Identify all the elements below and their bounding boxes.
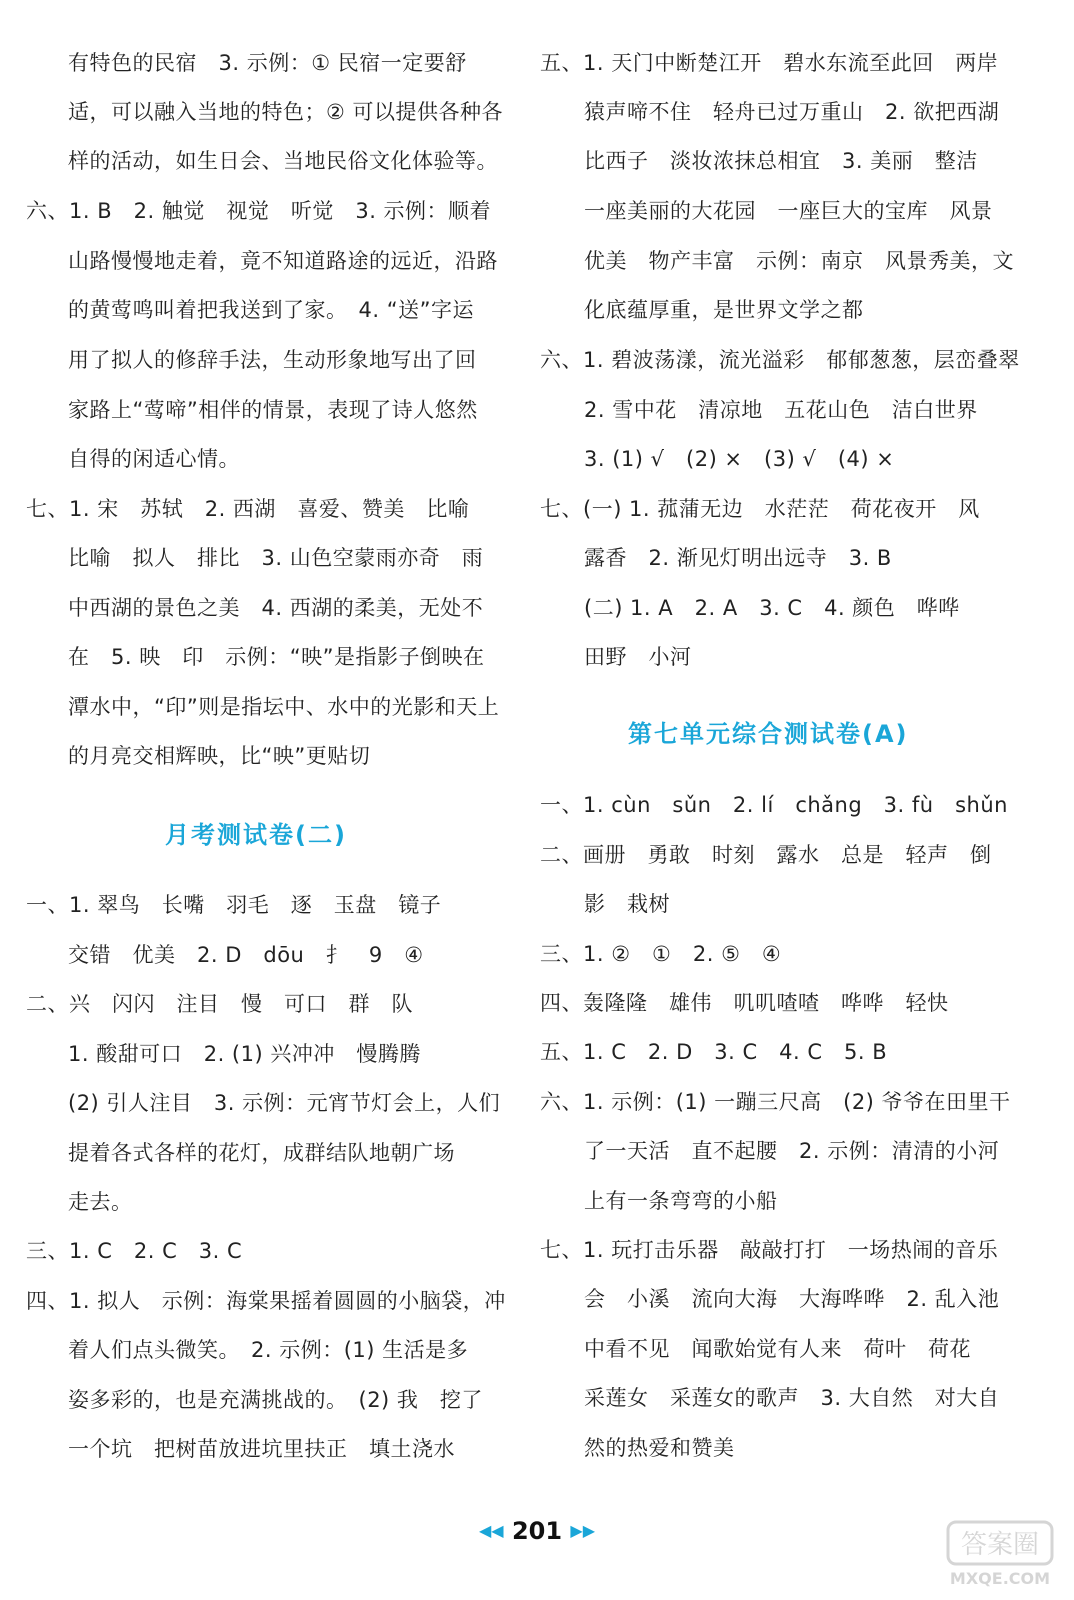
right-answer-line: 六、1. 示例：(1) 一蹦三尺高 (2) 爷爷在田里干 <box>540 1090 1011 1114</box>
right-answer-line: 会 小溪 流向大海 大海哗哗 2. 乱入池 <box>584 1287 1000 1311</box>
page-number: 201 <box>511 1517 563 1545</box>
left-answer-line: 潭水中，“印”则是指坛中、水中的光影和天上 <box>68 695 500 719</box>
right-answer-line: 二、画册 勇敢 时刻 露水 总是 轻声 倒 <box>540 843 992 867</box>
right-answer-line: (二) 1. A 2. A 3. C 4. 颜色 哗哗 <box>584 596 960 620</box>
right-answer-line: 了一天活 直不起腰 2. 示例：清清的小河 <box>584 1139 1000 1163</box>
right-answer-line: 田野 小河 <box>584 645 692 669</box>
left-answer-line: 比喻 拟人 排比 3. 山色空蒙雨亦奇 雨 <box>68 546 484 570</box>
watermark-subtext: MXQE.COM <box>949 1569 1051 1588</box>
left-answer-line: 山路慢慢地走着，竟不知道路途的远近，沿路 <box>68 249 498 273</box>
left-answer-line: 二、兴 闪闪 注目 慢 可口 群 队 <box>26 992 413 1016</box>
watermark-logo <box>944 1518 1056 1590</box>
left-answer-line: 家路上“莺啼”相伴的情景，表现了诗人悠然 <box>68 398 478 422</box>
right-answer-line: 然的热爱和赞美 <box>584 1436 735 1460</box>
right-answer-line: 化底蕴厚重，是世界文学之都 <box>584 298 864 322</box>
left-answer-line: 在 5. 映 印 示例：“映”是指影子倒映在 <box>68 645 485 669</box>
right-answer-line: 影 栽树 <box>584 892 670 916</box>
right-answer-line: 露香 2. 渐见灯明出远寺 3. B <box>584 546 892 570</box>
right-answer-line: 三、1. ② ① 2. ⑤ ④ <box>540 942 782 966</box>
left-answer-line: 四、1. 拟人 示例：海棠果摇着圆圆的小脑袋，冲 <box>26 1289 506 1313</box>
right-section-title: 第七单元综合测试卷(A) <box>628 720 909 748</box>
left-answer-line: 七、1. 宋 苏轼 2. 西湖 喜爱、赞美 比喻 <box>26 497 470 521</box>
left-answer-line: 交错 优美 2. D dōu 扌 9 ④ <box>68 943 424 967</box>
right-answer-line: 优美 物产丰富 示例：南京 风景秀美，文 <box>584 249 1014 273</box>
right-answer-line: 四、轰隆隆 雄伟 叽叽喳喳 哗哗 轻快 <box>540 991 949 1015</box>
watermark-text: 答案圈 <box>960 1530 1040 1560</box>
right-answer-line: 七、1. 玩打击乐器 敲敲打打 一场热闹的音乐 <box>540 1238 999 1262</box>
right-answer-line: 一、1. cùn sǔn 2. lí chǎng 3. fù shǔn <box>540 793 1008 817</box>
right-answer-line: 猿声啼不住 轻舟已过万重山 2. 欲把西湖 <box>584 100 1000 124</box>
right-answer-line: 五、1. 天门中断楚江开 碧水东流至此回 两岸 <box>540 51 999 75</box>
right-answer-line: 中看不见 闻歌始觉有人来 荷叶 荷花 <box>584 1337 971 1361</box>
left-answer-line: 适，可以融入当地的特色；② 可以提供各种各 <box>68 100 503 124</box>
left-answer-line: 六、1. B 2. 触觉 视觉 听觉 3. 示例：顺着 <box>26 199 492 223</box>
right-answer-line: 一座美丽的大花园 一座巨大的宝库 风景 <box>584 199 993 223</box>
left-answer-line: 1. 酸甜可口 2. (1) 兴冲冲 慢腾腾 <box>68 1042 421 1066</box>
left-answer-line: 一、1. 翠鸟 长嘴 羽毛 逐 玉盘 镜子 <box>26 893 442 917</box>
left-answer-line: 姿多彩的，也是充满挑战的。 (2) 我 挖了 <box>68 1388 483 1412</box>
prev-arrows-icon: ◀◀ <box>478 1521 504 1540</box>
left-answer-line: 着人们点头微笑。 2. 示例：(1) 生活是多 <box>68 1338 469 1362</box>
right-answer-line: 六、1. 碧波荡漾，流光溢彩 郁郁葱葱，层峦叠翠 <box>540 348 1020 372</box>
left-answer-line: 三、1. C 2. C 3. C <box>26 1239 243 1263</box>
left-answer-line: 的月亮交相辉映，比“映”更贴切 <box>68 744 371 768</box>
right-answer-line: 七、(一) 1. 菰蒲无边 水茫茫 荷花夜开 风 <box>540 497 980 521</box>
left-answer-line: 的黄莺鸣叫着把我送到了家。 4. “送”字运 <box>68 298 474 322</box>
right-answer-line: 3. (1) √ (2) × (3) √ (4) × <box>584 447 895 471</box>
left-answer-line: 样的活动，如生日会、当地民俗文化体验等。 <box>68 149 498 173</box>
left-answer-line: 一个坑 把树苗放进坑里扶正 填土浇水 <box>68 1437 455 1461</box>
next-arrows-icon: ▶▶ <box>570 1521 596 1540</box>
left-answer-line: 有特色的民宿 3. 示例：① 民宿一定要舒 <box>68 51 467 75</box>
left-answer-line: (2) 引人注目 3. 示例：元宵节灯会上，人们 <box>68 1091 501 1115</box>
right-answer-line: 2. 雪中花 清凉地 五花山色 洁白世界 <box>584 398 978 422</box>
left-answer-line: 提着各式各样的花灯，成群结队地朝广场 <box>68 1141 455 1165</box>
right-answer-line: 采莲女 采莲女的歌声 3. 大自然 对大自 <box>584 1386 1000 1410</box>
left-answer-line: 中西湖的景色之美 4. 西湖的柔美，无处不 <box>68 596 484 620</box>
right-answer-line: 五、1. C 2. D 3. C 4. C 5. B <box>540 1040 888 1064</box>
left-answer-line: 用了拟人的修辞手法，生动形象地写出了回 <box>68 348 477 372</box>
right-answer-line: 上有一条弯弯的小船 <box>584 1189 778 1213</box>
left-answer-line: 自得的闲适心情。 <box>68 447 240 471</box>
page-footer <box>0 1517 1074 1545</box>
left-answer-line: 走去。 <box>68 1190 133 1214</box>
left-section-title: 月考测试卷(二) <box>165 821 347 849</box>
right-answer-line: 比西子 淡妆浓抹总相宜 3. 美丽 整洁 <box>584 149 978 173</box>
